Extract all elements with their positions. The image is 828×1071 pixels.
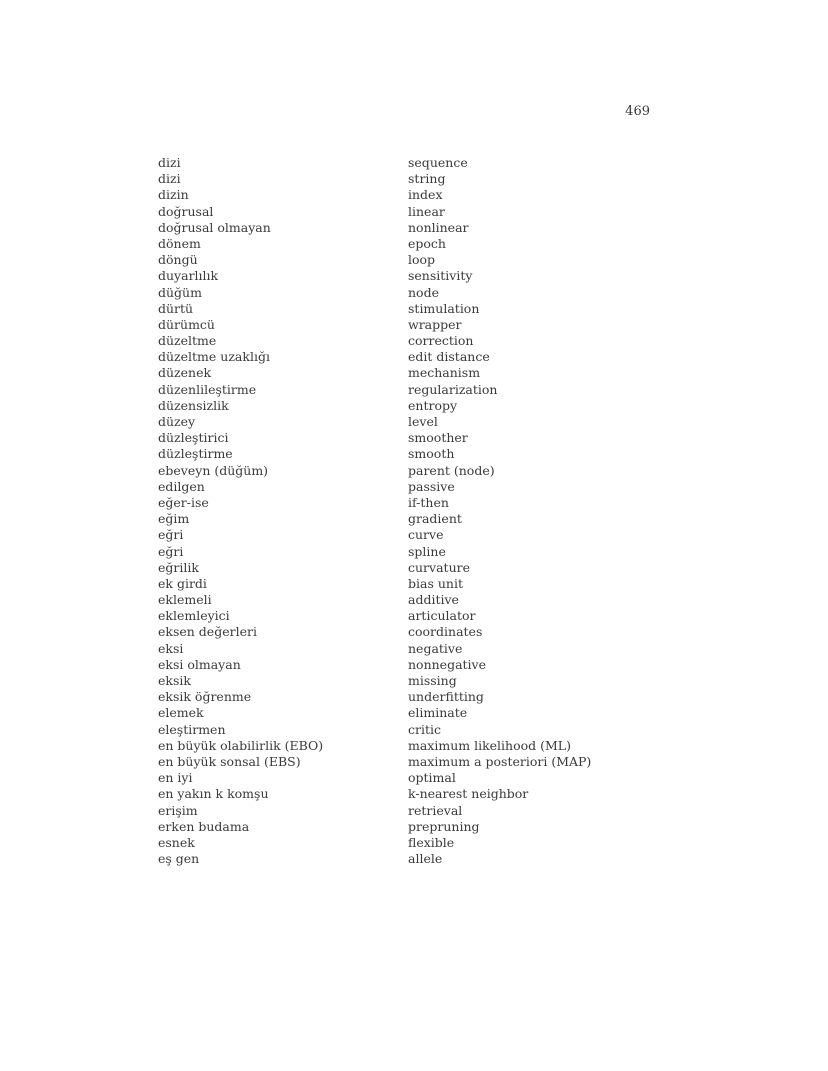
turkish-term: erken budama	[158, 818, 250, 834]
glossary-row	[158, 398, 638, 414]
glossary-row	[158, 349, 638, 365]
glossary-row	[158, 576, 638, 592]
turkish-term: eğim	[158, 511, 190, 527]
english-term: negative	[408, 640, 463, 656]
turkish-term: dürtü	[158, 300, 194, 316]
english-term: k-nearest neighbor	[408, 786, 529, 802]
english-term: critic	[408, 721, 441, 737]
glossary-row	[158, 268, 638, 284]
turkish-term: eğri	[158, 527, 184, 543]
glossary-row	[158, 592, 638, 608]
turkish-term: düzeltme	[158, 333, 217, 349]
glossary-row	[158, 171, 638, 187]
glossary-row	[158, 285, 638, 301]
turkish-term: dizi	[158, 155, 181, 170]
turkish-term: en iyi	[158, 770, 193, 786]
english-term: additive	[408, 592, 459, 608]
glossary-row	[158, 463, 638, 479]
english-term: missing	[408, 673, 457, 688]
turkish-term: düzenek	[158, 365, 212, 381]
turkish-term: ek girdi	[158, 575, 207, 591]
turkish-term: düzenlileştirme	[158, 381, 257, 397]
english-term: loop	[408, 252, 436, 268]
english-term: prepruning	[408, 818, 480, 834]
english-term: stimulation	[408, 300, 480, 316]
english-term: edit distance	[408, 349, 490, 365]
turkish-term: doğrusal olmayan	[158, 219, 271, 235]
turkish-term: eksi	[158, 640, 184, 656]
glossary-row	[158, 851, 638, 867]
glossary-row	[158, 414, 638, 430]
glossary-row	[158, 560, 638, 576]
glossary-row	[158, 511, 638, 527]
glossary-row	[158, 641, 638, 657]
english-term: curvature	[408, 559, 470, 575]
english-term: allele	[408, 851, 443, 867]
english-term: coordinates	[408, 624, 483, 640]
english-term: node	[408, 284, 439, 300]
turkish-term: eksen değerleri	[158, 624, 257, 640]
glossary-row	[158, 786, 638, 802]
turkish-term: düzleştirici	[158, 430, 229, 446]
turkish-term: düzensizlik	[158, 397, 229, 413]
turkish-term: eğrilik	[158, 559, 199, 575]
glossary-row	[158, 770, 638, 786]
turkish-term: düğüm	[158, 284, 202, 300]
english-term: maximum a posteriori (MAP)	[408, 753, 592, 769]
turkish-term: dizi	[158, 171, 181, 187]
turkish-term: eklemeli	[158, 592, 212, 608]
english-term: regularization	[408, 381, 498, 397]
glossary-row	[158, 544, 638, 560]
glossary-row	[158, 446, 638, 462]
english-term: linear	[408, 203, 445, 219]
turkish-term: eksi olmayan	[158, 656, 241, 672]
turkish-term: en büyük olabilirlik (EBO)	[158, 737, 324, 753]
english-term: epoch	[408, 235, 446, 251]
english-term: correction	[408, 333, 474, 349]
turkish-term: eksik	[158, 673, 191, 688]
turkish-term: doğrusal	[158, 203, 214, 219]
turkish-term: dizin	[158, 187, 189, 203]
glossary-row	[158, 608, 638, 624]
english-term: articulator	[408, 608, 476, 624]
turkish-term: düzeltme uzaklığı	[158, 349, 270, 365]
glossary-row	[158, 689, 638, 705]
turkish-term: eklemleyici	[158, 608, 230, 624]
glossary-row	[158, 155, 638, 171]
glossary-row	[158, 479, 638, 495]
turkish-term: döngü	[158, 252, 198, 268]
turkish-term: eksik öğrenme	[158, 689, 252, 705]
glossary-row	[158, 382, 638, 398]
page-number: 469	[625, 104, 650, 119]
glossary-row	[158, 252, 638, 268]
glossary-row	[158, 754, 638, 770]
english-term: eliminate	[408, 705, 468, 721]
glossary-row	[158, 527, 638, 543]
english-term: maximum likelihood (ML)	[408, 737, 571, 753]
english-term: smoother	[408, 430, 468, 446]
english-term: nonlinear	[408, 219, 469, 235]
glossary-row	[158, 236, 638, 252]
english-term: wrapper	[408, 316, 462, 332]
english-term: flexible	[408, 834, 455, 850]
glossary-row	[158, 803, 638, 819]
turkish-term: eğri	[158, 543, 184, 559]
english-term: gradient	[408, 511, 462, 527]
glossary-list	[158, 155, 638, 867]
glossary-row	[158, 365, 638, 381]
english-term: parent (node)	[408, 462, 495, 478]
glossary-row	[158, 624, 638, 640]
english-term: sensitivity	[408, 268, 473, 284]
english-term: passive	[408, 478, 455, 494]
turkish-term: edilgen	[158, 478, 205, 494]
turkish-term: erişim	[158, 802, 198, 818]
turkish-term: esnek	[158, 834, 195, 850]
turkish-term: düzleştirme	[158, 446, 233, 462]
english-term: sequence	[408, 155, 468, 170]
glossary-row	[158, 204, 638, 220]
turkish-term: düzey	[158, 414, 196, 429]
english-term: underfitting	[408, 689, 484, 705]
english-term: spline	[408, 543, 446, 559]
english-term: string	[408, 171, 446, 187]
glossary-row	[158, 220, 638, 236]
glossary-row	[158, 333, 638, 349]
turkish-term: eleştirmen	[158, 721, 226, 737]
glossary-row	[158, 187, 638, 203]
english-term: mechanism	[408, 365, 481, 381]
turkish-term: en büyük sonsal (EBS)	[158, 753, 301, 769]
english-term: curve	[408, 527, 444, 543]
glossary-row	[158, 835, 638, 851]
glossary-row	[158, 722, 638, 738]
glossary-row	[158, 430, 638, 446]
english-term: entropy	[408, 397, 458, 413]
turkish-term: duyarlılık	[158, 268, 219, 284]
english-term: bias unit	[408, 575, 463, 591]
turkish-term: eğer-ise	[158, 494, 209, 510]
glossary-row	[158, 673, 638, 689]
turkish-term: en yakın k komşu	[158, 786, 269, 802]
glossary-row	[158, 657, 638, 673]
glossary-row	[158, 495, 638, 511]
glossary-row	[158, 819, 638, 835]
english-term: retrieval	[408, 802, 463, 818]
turkish-term: eş gen	[158, 851, 200, 867]
english-term: nonnegative	[408, 656, 487, 672]
turkish-term: dürümcü	[158, 316, 215, 332]
english-term: index	[408, 187, 443, 203]
english-term: level	[408, 414, 438, 429]
glossary-row	[158, 301, 638, 317]
english-term: optimal	[408, 770, 456, 786]
english-term: smooth	[408, 446, 455, 462]
turkish-term: ebeveyn (düğüm)	[158, 462, 269, 478]
turkish-term: dönem	[158, 235, 201, 251]
glossary-row	[158, 705, 638, 721]
english-term: if-then	[408, 494, 449, 510]
glossary-row	[158, 317, 638, 333]
glossary-row	[158, 738, 638, 754]
turkish-term: elemek	[158, 705, 204, 721]
